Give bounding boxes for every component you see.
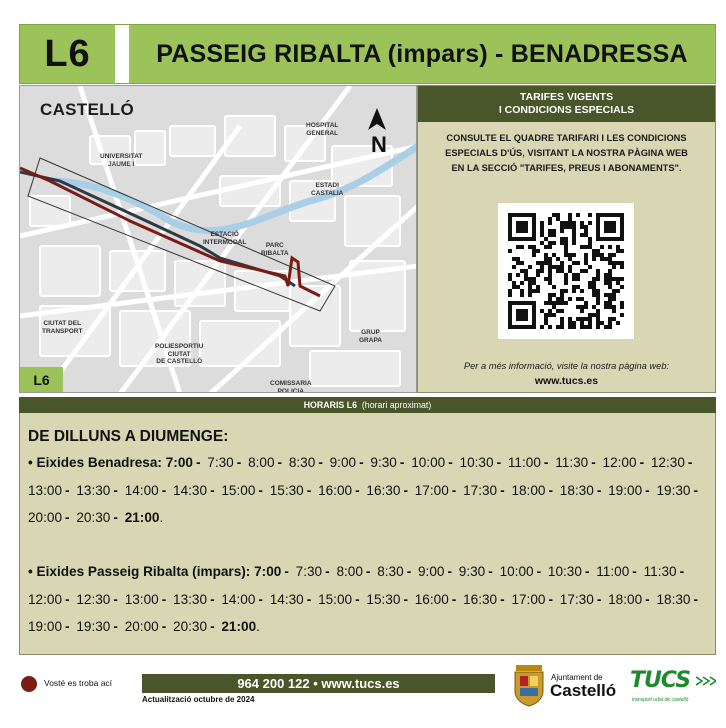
departure-time: 7:00	[165, 455, 193, 470]
you-are-here-icon	[21, 676, 37, 692]
time-separator: -	[687, 455, 693, 470]
map-label-line: HOSPITAL	[306, 122, 339, 129]
departure-time: 15:30	[366, 591, 401, 607]
contact-bar[interactable]: 964 200 122 • www.tucs.es	[142, 674, 495, 693]
time-separator: -	[113, 482, 118, 498]
time-separator: -	[325, 564, 330, 579]
departure-time: 17:30	[559, 591, 594, 607]
departure-time: 11:00	[507, 455, 541, 470]
departure-time: 9:30	[370, 455, 397, 470]
fares-text-line: EN LA SECCIÓ "TARIFES, PREUS I ABONAMENTS".	[451, 163, 682, 173]
website-link[interactable]: www.tucs.es	[534, 375, 599, 387]
departure-time: 16:00	[318, 482, 353, 498]
ajuntament-small-text: Ajuntament de	[551, 673, 603, 682]
departure-time: 10:00	[499, 564, 534, 579]
ajuntament-logo	[512, 663, 622, 709]
tucs-wordmark: TUCS	[630, 668, 691, 693]
departure-time: 10:30	[547, 564, 582, 579]
map-label-line: GRUP	[361, 329, 380, 336]
departure-time: 18:30	[656, 591, 691, 607]
map-label-line: UNIVERSITAT	[100, 153, 143, 160]
time-separator: -	[258, 591, 263, 607]
departure-time: 13:00	[28, 482, 63, 498]
departure-time: 17:30	[463, 482, 498, 498]
route-title: PASSEIG RIBALTA (impars) - BENADRESSA	[156, 39, 688, 68]
map-label-hospital	[306, 122, 338, 137]
departures-label: • Eixides Benadresa:	[28, 455, 162, 470]
departure-time: 13:00	[124, 591, 159, 607]
departure-time: 16:30	[463, 591, 498, 607]
departure-time: 16:30	[366, 482, 401, 498]
map-line-badge: L6	[20, 367, 63, 393]
time-separator: -	[355, 482, 360, 498]
time-separator: -	[306, 591, 312, 607]
time-separator: -	[113, 510, 118, 525]
header-divider	[115, 25, 129, 83]
time-separator: -	[500, 591, 505, 607]
departure-time: 14:30	[173, 482, 208, 498]
schedule-panel	[19, 413, 716, 655]
tucs-arrows-icon	[696, 676, 716, 686]
departure-time: 12:30	[650, 455, 685, 470]
time-separator: -	[359, 455, 364, 470]
time-separator: -	[65, 482, 70, 498]
tucs-logo	[630, 668, 716, 706]
departure-time: 15:00	[221, 482, 256, 498]
time-separator: -	[210, 619, 215, 634]
updated-date: Actualització octubre de 2024	[142, 695, 255, 704]
city-shield-icon	[512, 663, 546, 707]
departure-time: 8:00	[248, 455, 275, 470]
time-separator: -	[195, 455, 201, 470]
departures-label: • Eixides Passeig Ribalta (impars):	[28, 564, 251, 579]
time-separator: -	[632, 564, 637, 579]
north-label	[365, 108, 393, 156]
time-separator: -	[406, 564, 412, 579]
time-separator: -	[584, 564, 590, 579]
map-label-parc	[261, 242, 289, 257]
departures-benadresa	[28, 449, 714, 532]
time-separator: -	[258, 482, 263, 498]
time-separator: -	[591, 455, 596, 470]
fares-heading-line-1: TARIFES VIGENTS	[519, 91, 614, 103]
departure-time: 11:30	[555, 455, 589, 470]
departure-time: 18:00	[511, 482, 546, 498]
time-separator: -	[447, 564, 452, 579]
map-label-line: DE CASTELLÓ	[156, 358, 203, 365]
departure-time: 10:00	[411, 455, 446, 470]
departure-time: 15:00	[318, 591, 353, 607]
map-label-line: GENERAL	[306, 129, 339, 137]
departure-time: 9:30	[458, 564, 486, 579]
map-label-line: INTERMODAL	[203, 238, 247, 246]
time-separator: -	[451, 482, 457, 498]
departure-time: 14:30	[269, 591, 304, 607]
fares-text-line: ESPECIALS D'ÚS, VISITANT LA NOSTRA PÀGINA WEB	[445, 148, 688, 158]
map-label-line: COMISSARIA	[270, 380, 312, 387]
time-separator: -	[365, 564, 371, 579]
time-separator: -	[210, 591, 215, 607]
time-separator: -	[161, 619, 167, 634]
time-separator: -	[403, 482, 408, 498]
departure-time: 17:00	[511, 591, 546, 607]
time-separator: -	[399, 455, 405, 470]
departure-time: 14:00	[221, 591, 256, 607]
fares-description	[426, 131, 707, 176]
time-separator: -	[306, 482, 312, 498]
line-header	[19, 24, 716, 84]
time-separator: -	[488, 564, 493, 579]
departure-time: 18:30	[559, 482, 594, 498]
time-separator: -	[693, 482, 699, 498]
qr-code-icon[interactable]	[498, 203, 634, 339]
departure-times: 7:00 - 7:30 - 8:00 - 8:30 - 9:00 - 9:30 - 10:00 - 10:30 - 11:00 - 11:30 - 12:00 - 12:30 - 13:00 - 13:30 - 14:00 - 14:30 - 15:00 - 15:30 - 16:00 - 16:30 - 17:00 - 17:30 - 18:00 - 18:30 - 19:00 - 19:30 - 20:00 - 20:30 - 21:00.	[28, 564, 699, 634]
departures-ribalta	[28, 558, 714, 641]
time-separator: -	[113, 591, 118, 607]
time-separator: -	[679, 564, 685, 579]
departure-time: 10:30	[459, 455, 494, 470]
departure-times: 7:00 - 7:30 - 8:00 - 8:30 - 9:00 - 9:30 - 10:00 - 10:30 - 11:00 - 11:30 - 12:00 - 12:30 - 13:00 - 13:30 - 14:00 - 14:30 - 15:00 - 15:30 - 16:00 - 16:30 - 17:00 - 17:30 - 18:00 - 18:30 - 19:00 - 19:30 - 20:00 - 20:30 - 21:00.	[28, 455, 699, 525]
departure-time: 7:00	[254, 564, 282, 579]
line-number: L6	[44, 32, 91, 75]
departure-time: 19:00	[608, 482, 643, 498]
map-label-ciutat-transport	[42, 320, 82, 335]
departure-time: 12:30	[76, 591, 111, 607]
departure-time: 20:30	[173, 619, 208, 634]
time-separator: -	[596, 591, 602, 607]
map-city-name: CASTELLÓ	[40, 100, 135, 119]
more-info-text: Per a més informació, visite la nostra pàgina web:	[463, 361, 670, 371]
time-separator: -	[318, 455, 323, 470]
departure-time: 19:30	[656, 482, 691, 498]
departure-time: 12:00	[602, 455, 637, 470]
departure-time: 11:30	[643, 564, 677, 579]
departure-time: 21:00	[221, 619, 257, 634]
departure-time: 20:00	[28, 510, 63, 525]
departure-time: 13:30	[173, 591, 208, 607]
time-separator: -	[693, 591, 699, 607]
map-label-line: JAUME I	[108, 160, 135, 168]
time-separator: -	[596, 482, 602, 498]
ajuntament-name: Castelló	[550, 681, 617, 700]
time-separator: -	[645, 591, 650, 607]
time-separator: -	[210, 482, 215, 498]
map-label-grup-grapa	[359, 329, 382, 344]
departure-time: 14:00	[124, 482, 159, 498]
departure-time: 9:00	[418, 564, 445, 579]
departure-time: 21:00	[124, 510, 160, 525]
time-separator: -	[65, 591, 70, 607]
departure-time: 17:00	[414, 482, 449, 498]
tucs-subtitle: transport urbà de castelló	[632, 697, 689, 703]
fares-panel	[417, 85, 716, 393]
departure-time: 13:30	[76, 482, 111, 498]
schedule-days: DE DILLUNS A DIUMENGE:	[28, 428, 229, 445]
time-separator: -	[500, 482, 505, 498]
time-separator: -	[355, 591, 360, 607]
schedule-title: HORARIS L6	[303, 400, 357, 410]
map-label-line: POLIESPORTIU	[155, 343, 204, 350]
time-separator: -	[161, 482, 167, 498]
departure-time: 8:00	[336, 564, 363, 579]
map-label-poliesportiu	[155, 343, 203, 366]
qr-code-graphic	[498, 203, 634, 339]
route-map	[19, 85, 417, 393]
departure-time: 8:30	[288, 455, 316, 470]
you-are-here-text: Vosté es troba ací	[44, 678, 113, 688]
map-label-comissaria	[270, 380, 312, 393]
departure-time: 11:00	[596, 564, 630, 579]
departure-time: 20:00	[124, 619, 159, 634]
time-separator: -	[277, 455, 283, 470]
departure-time: 16:00	[414, 591, 449, 607]
schedule-bar	[19, 397, 716, 413]
time-separator: -	[65, 619, 70, 634]
departure-time: 9:00	[329, 455, 357, 470]
departure-time: 7:30	[295, 564, 323, 579]
map-label-line: CASTALIA	[311, 189, 344, 197]
map-label-estadi	[311, 182, 343, 197]
departure-time: 19:30	[76, 619, 111, 634]
map-label-estacio	[203, 231, 246, 246]
map-label-line: CIUTAT DEL	[43, 320, 82, 327]
schedule-note: (horari aproximat)	[361, 400, 432, 410]
departure-time: 20:30	[76, 510, 111, 525]
map-label-line: TRANSPORT	[42, 327, 83, 335]
time-separator: -	[284, 564, 289, 579]
map-label-line: CIUTAT	[167, 350, 191, 358]
map-label-line: GRAPA	[359, 336, 382, 344]
map-label-line: POLICIA	[277, 387, 304, 393]
map-label-line: ESTADI	[315, 182, 339, 189]
map-label-universitat	[100, 153, 142, 168]
time-separator: -	[548, 591, 553, 607]
departure-time: 18:00	[608, 591, 643, 607]
fares-heading-line-2: I CONDICIONS ESPECIALS	[498, 104, 635, 116]
departure-time: 7:30	[207, 455, 234, 470]
departure-time: 8:30	[377, 564, 404, 579]
time-separator: -	[403, 591, 408, 607]
time-separator: -	[543, 455, 549, 470]
time-separator: -	[451, 591, 457, 607]
time-separator: -	[236, 455, 242, 470]
fares-heading	[418, 86, 715, 122]
time-separator: -	[65, 510, 70, 525]
time-separator: -	[113, 619, 118, 634]
departure-time: 19:00	[28, 619, 63, 634]
departure-time: 12:00	[28, 591, 63, 607]
map-label-line: RIBALTA	[261, 249, 289, 257]
fares-text-line: CONSULTE EL QUADRE TARIFARI I LES CONDICIONS	[446, 133, 687, 143]
time-separator: -	[448, 455, 453, 470]
map-label-line: ESTACIÓ	[210, 231, 239, 238]
departure-time: 15:30	[269, 482, 304, 498]
time-separator: -	[536, 564, 542, 579]
time-separator: -	[161, 591, 167, 607]
time-separator: -	[639, 455, 645, 470]
time-separator: -	[645, 482, 650, 498]
north-letter: N	[371, 132, 387, 157]
time-separator: -	[548, 482, 553, 498]
map-label-line: PARC	[265, 242, 284, 249]
time-separator: -	[496, 455, 502, 470]
